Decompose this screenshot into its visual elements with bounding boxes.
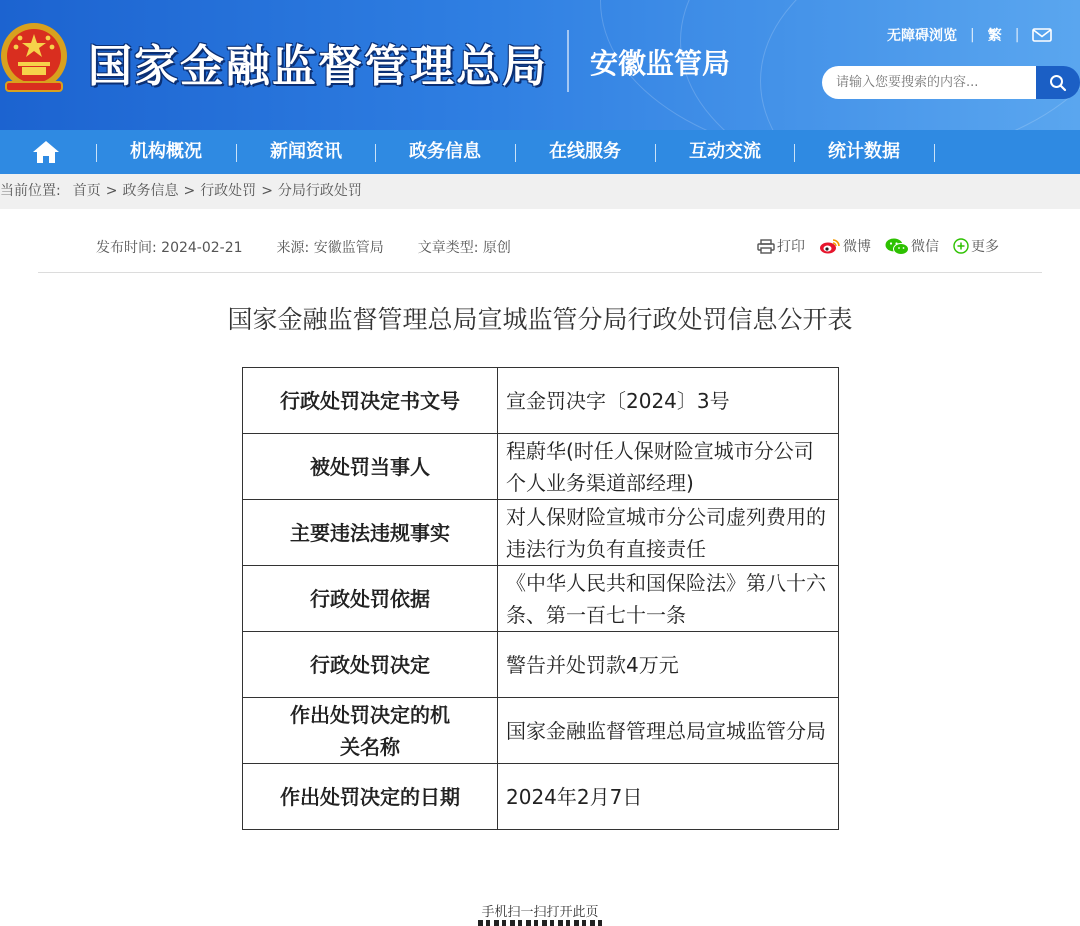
top-links — [887, 25, 1052, 45]
header-decoration — [760, 0, 1080, 130]
site-header — [0, 0, 1080, 130]
nav-item-statistics[interactable]: 统计数据 — [828, 141, 900, 162]
breadcrumb-branch-penalty[interactable]: 分局行政处罚 — [277, 183, 362, 199]
breadcrumb-separator: > — [183, 183, 196, 199]
breadcrumb-penalty[interactable]: 行政处罚 — [200, 183, 257, 199]
penalty-info-table — [242, 367, 839, 830]
breadcrumb-government-info[interactable]: 政务信息 — [122, 183, 179, 199]
nav-separator — [934, 144, 935, 162]
nav-item-about[interactable]: 机构概况 — [130, 141, 202, 162]
print-label: 打印 — [777, 239, 805, 255]
table-row — [243, 764, 839, 830]
search-input[interactable] — [822, 66, 1036, 99]
breadcrumb-label: 当前位置: — [0, 183, 61, 199]
table-row — [243, 566, 839, 632]
table-row — [243, 434, 839, 500]
main-nav — [0, 130, 1080, 174]
publish-date: 发布时间: 2024-02-21 — [96, 240, 243, 256]
table-row — [243, 500, 839, 566]
search-box — [822, 66, 1080, 99]
row-value: 宣金罚决字〔2024〕3号 — [498, 368, 839, 434]
home-icon[interactable] — [32, 139, 60, 165]
traditional-chinese-link[interactable]: 繁 — [987, 28, 1002, 44]
wechat-share-button[interactable] — [885, 236, 939, 256]
row-key: 作出处罚决定的机关名称 — [243, 698, 498, 764]
table-row — [243, 368, 839, 434]
table-row — [243, 698, 839, 764]
more-label: 更多 — [971, 239, 999, 255]
link-separator: | — [1014, 27, 1020, 43]
row-value: 程蔚华(时任人保财险宣城市分公司个人业务渠道部经理) — [498, 434, 839, 500]
nav-item-news[interactable]: 新闻资讯 — [270, 141, 342, 162]
breadcrumb-home[interactable]: 首页 — [72, 183, 101, 199]
breadcrumb — [0, 174, 1080, 209]
row-value: 《中华人民共和国保险法》第八十六条、第一百七十一条 — [498, 566, 839, 632]
weibo-share-button[interactable] — [819, 236, 871, 256]
row-key: 行政处罚依据 — [243, 566, 498, 632]
sub-title[interactable]: 安徽监管局 — [590, 47, 731, 80]
article-source: 来源: 安徽监管局 — [276, 240, 384, 256]
weibo-label: 微博 — [843, 239, 871, 255]
row-key: 被处罚当事人 — [243, 434, 498, 500]
table-row — [243, 632, 839, 698]
breadcrumb-separator: > — [105, 183, 118, 199]
wechat-icon — [885, 238, 909, 255]
wechat-label: 微信 — [911, 239, 939, 255]
plus-circle-icon — [953, 238, 969, 254]
nav-item-government-info[interactable]: 政务信息 — [409, 141, 481, 162]
qr-code-edge — [478, 920, 604, 926]
search-icon — [1049, 74, 1067, 92]
print-button[interactable] — [757, 236, 805, 256]
more-share-button[interactable] — [953, 236, 999, 256]
site-title[interactable]: 国家金融监督管理总局 — [88, 41, 548, 92]
mail-icon[interactable] — [1032, 28, 1052, 42]
share-bar — [757, 236, 999, 256]
national-emblem-icon[interactable] — [0, 18, 72, 98]
nav-item-interaction[interactable]: 互动交流 — [689, 141, 761, 162]
search-button[interactable] — [1036, 66, 1080, 99]
divider — [38, 272, 1042, 273]
article-title: 国家金融监督管理总局宣城监管分局行政处罚信息公开表 — [227, 305, 853, 334]
accessibility-link[interactable]: 无障碍浏览 — [887, 28, 957, 44]
row-key: 主要违法违规事实 — [243, 500, 498, 566]
print-icon — [757, 239, 775, 254]
nav-item-online-service[interactable]: 在线服务 — [549, 141, 621, 162]
row-value: 国家金融监督管理总局宣城监管分局 — [498, 698, 839, 764]
row-key: 行政处罚决定书文号 — [243, 368, 498, 434]
qr-caption: 手机扫一扫打开此页 — [481, 905, 599, 920]
link-separator: | — [970, 27, 975, 43]
article-meta — [96, 237, 511, 257]
article-type: 文章类型: 原创 — [417, 240, 511, 256]
weibo-icon — [819, 238, 841, 254]
row-value: 对人保财险宣城市分公司虚列费用的违法行为负有直接责任 — [498, 500, 839, 566]
breadcrumb-separator: > — [261, 183, 273, 199]
row-key: 行政处罚决定 — [243, 632, 498, 698]
row-value: 2024年2月7日 — [498, 764, 839, 830]
row-key: 作出处罚决定的日期 — [243, 764, 498, 830]
row-value: 警告并处罚款4万元 — [498, 632, 839, 698]
title-divider — [567, 30, 569, 92]
